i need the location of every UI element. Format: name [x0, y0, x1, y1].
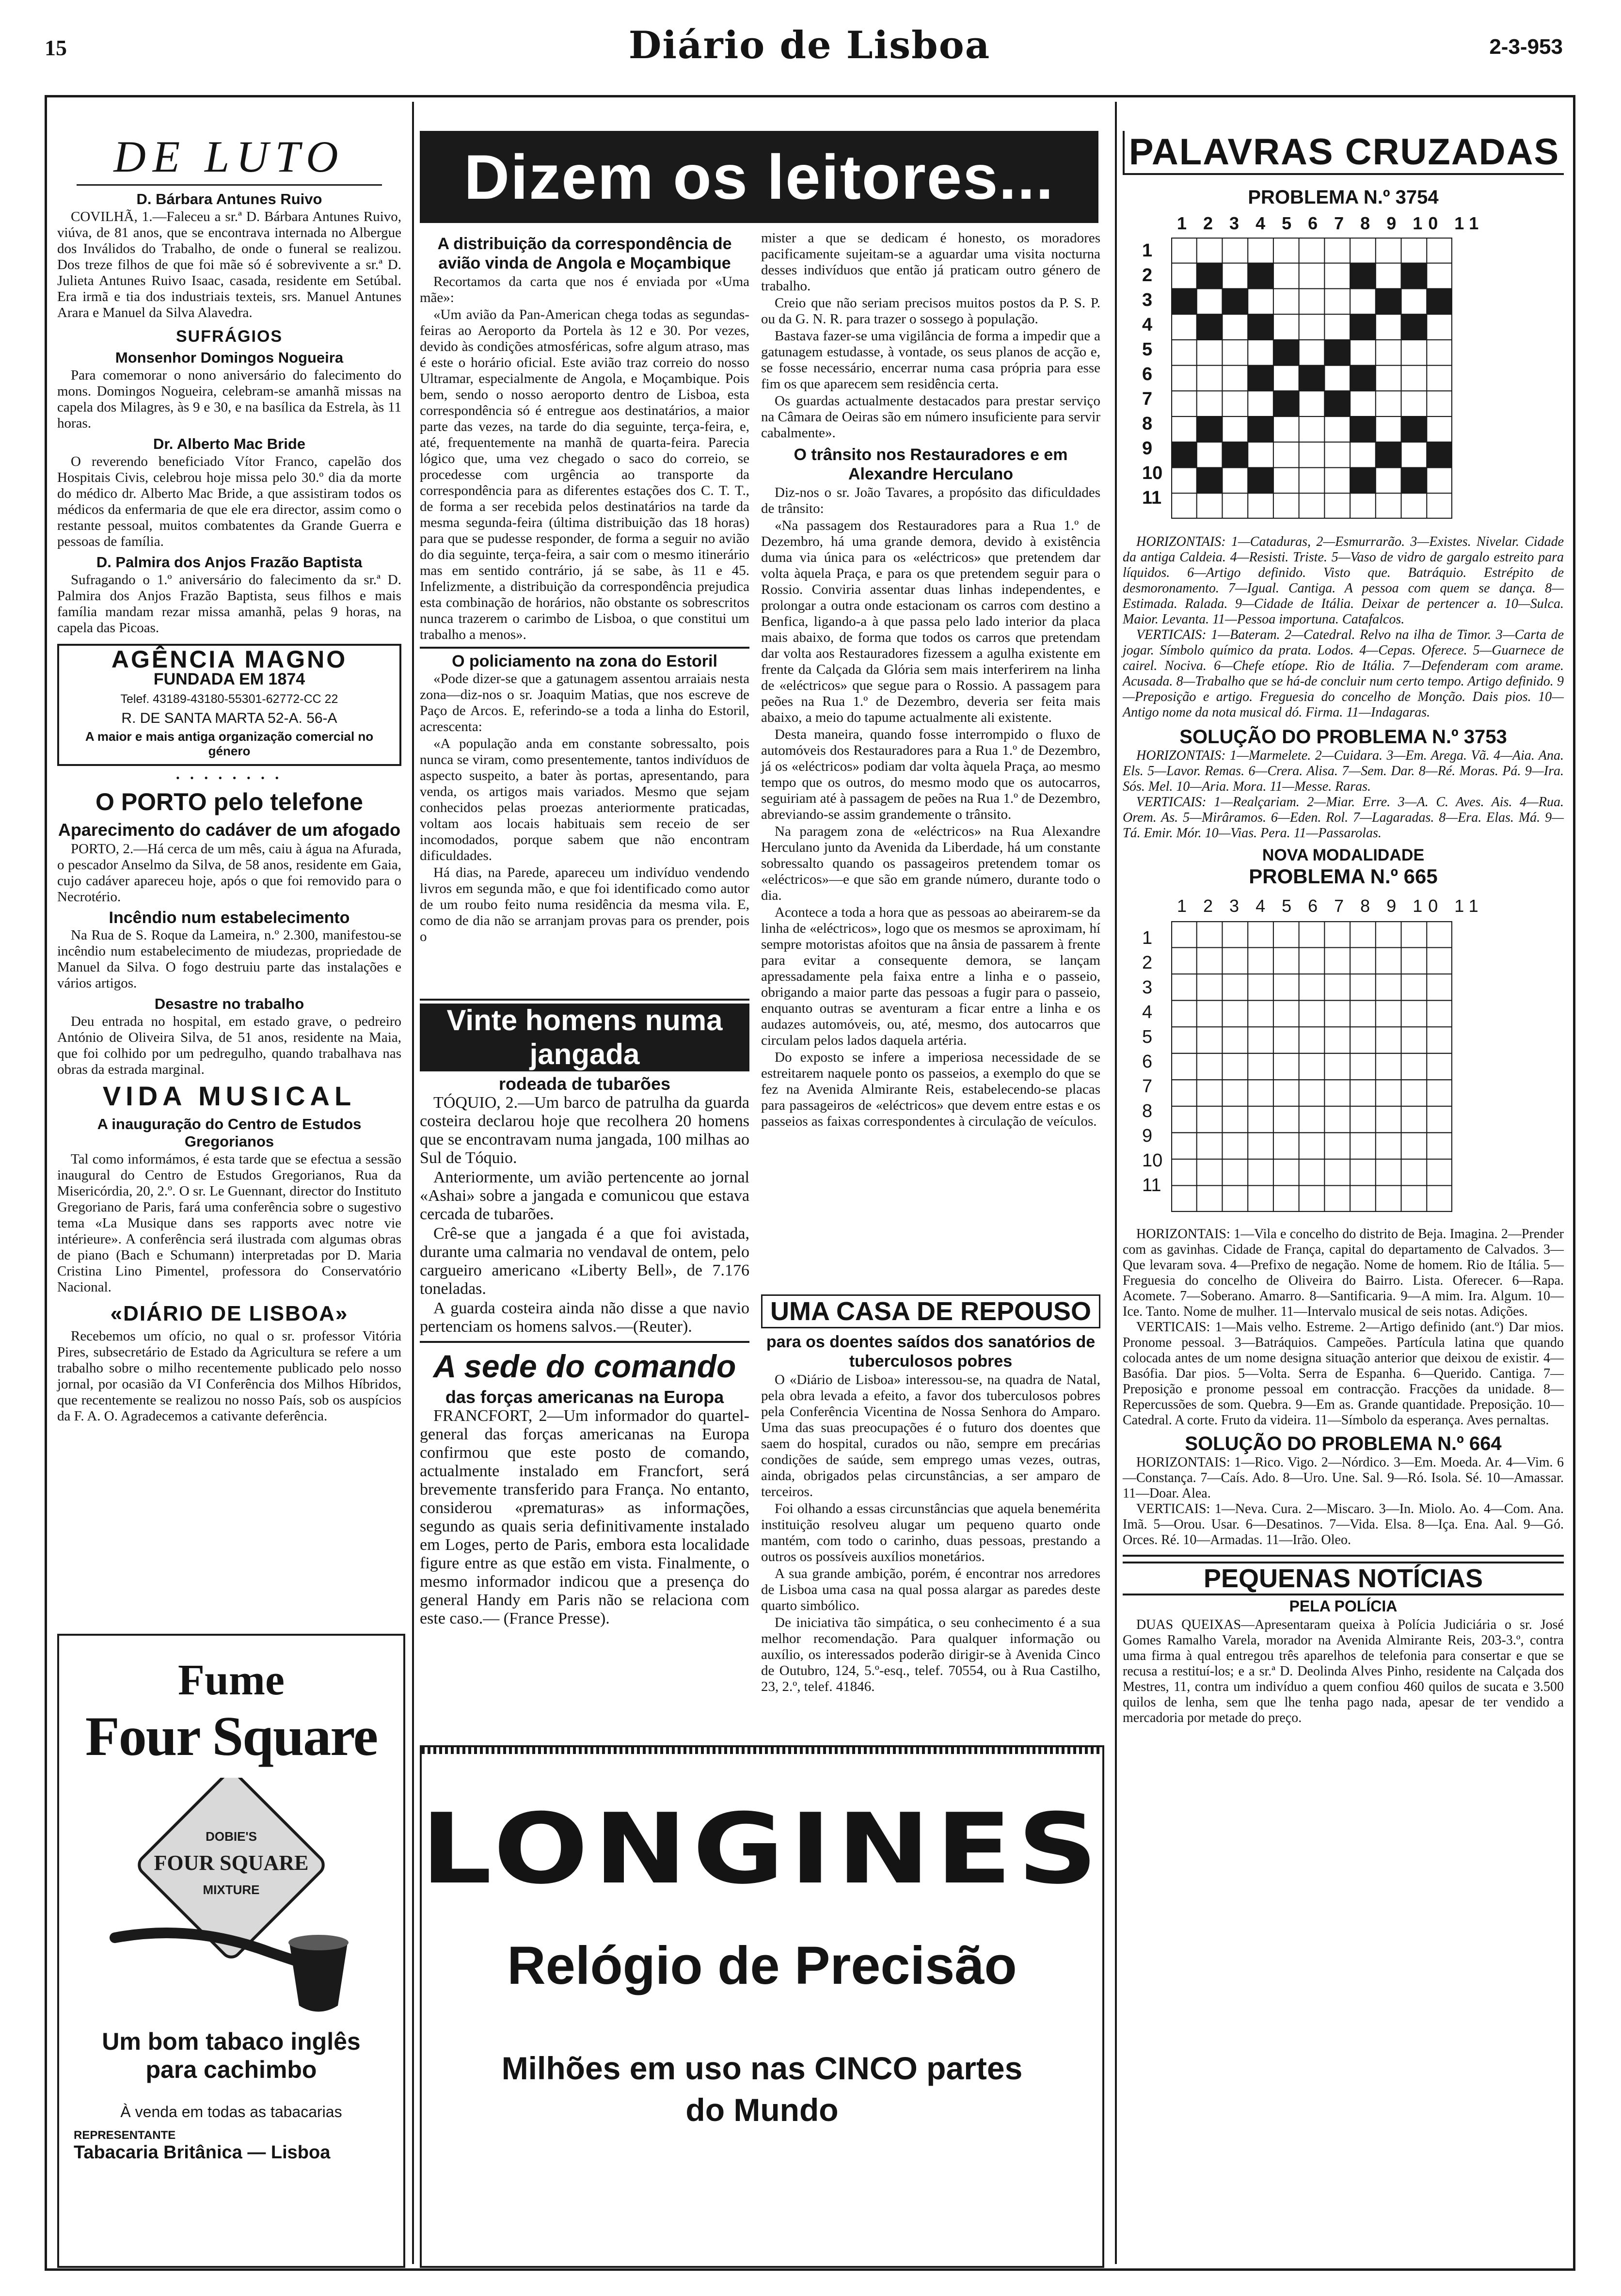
- ad-four-square: Four Square: [85, 1706, 378, 1768]
- longines-line-3: do Mundo: [685, 2092, 839, 2128]
- casa-p4: De iniciativa tão simpática, o seu conhecimento é a sua melhor recomendação. Para qualquer informação ou auxílio, os interessados poderão dirigir-se à Avenida Cinco de Outubro, 124, 5.º-esq., telef. 70554, ou à Rua Castilho, 23, 2.º, telef. 41846.: [761, 1615, 1100, 1694]
- ad-representative-label: REPRESENTANTE: [74, 2129, 176, 2142]
- pequenas-noticias-heading: PEQUENAS NOTÍCIAS: [1123, 1562, 1564, 1595]
- agencia-founded: FUNDADA EM 1874: [153, 670, 305, 688]
- sufragio-text-2: O reverendo beneficiado Vítor Franco, capelão dos Hospitais Civis, celebrou hoje missa pelo 30.º dia da morte do médico dr. Alberto Mac Bride, a que assistiram todos os médicos da enfermaria de que ele era director, assim como o restante pessoal, muitos combatentes da Grande Guerra e pessoas de família.: [57, 454, 401, 549]
- duas-queixas-text: DUAS QUEIXAS—Apresentaram queixa à Polícia Judiciária o sr. José Gomes Ramalho Varela, morador na Avenida Almirante Reis, 203-3.º, contra uma firma à qual entregou três aparelhos de telefonia para consertar e que se recusa a restituí-los; e a sr.ª D. Deolinda Alves Pinho, residente na Calçada dos Mestres, 11, contra um indivíduo a quem confiou 460 quilos de sucata e 3.500 quilos de lenha, sem que lhe tenha pago nada, apesar de ter vendido a mercadoria por metade do preço.: [1123, 1617, 1564, 1725]
- pequenas-noticias-text: [1123, 1617, 1564, 1726]
- grid-row-numbers: 1 2 3 4 5 6 7 8 9 10 11: [1142, 928, 1163, 1196]
- page-number: 15: [45, 35, 67, 60]
- longines-ad: [420, 1745, 1104, 2268]
- svg-text:MIXTURE: MIXTURE: [203, 1882, 260, 1897]
- longines-brand: LONGINES: [421, 1793, 1103, 1906]
- solution-vertical: VERTICAIS: 1—Neva. Cura. 2—Miscaro. 3—In. Miolo. Ao. 4—Com. Ana. Imã. 5—Orou. Usar. 6—Desatinos. 7—Vida. Elsa. 8—Iça. Ena. Aal. 9—Gó. Orces. Ré. 10—Armadas. 11—Irão. Oleo.: [1123, 1501, 1564, 1547]
- vinte-homens-title: Vinte homens numa jangada: [420, 1004, 749, 1071]
- clues-vertical: VERTICAIS: 1—Mais velho. Estreme. 2—Artigo definido (ant.º) Dar mios. Pronome pessoal. 3—Batráquios. Campeões. Partícula latina que quando colocada antes de um nome designa situação anterior que deixou de existir. 4—Basófia. Dar pios. 5—Volta. Serra de Espanha. 6—Querido. Cantiga. 7—Preposição e pronome pessoal em contracção. Fracções da unidade. 8—Repercussões de som. Quebra. 9—Em as. Grande quantidade. Preposição. 10—Catedral. A corte. Fruto da videira. 11—Símbolo da esperança. Aves pernaltas.: [1123, 1320, 1564, 1428]
- col2-p5: Diz-nos o sr. João Tavares, a propósito das dificuldades de trânsito:: [761, 485, 1100, 516]
- art2-title: O policiamento na zona do Estoril: [452, 652, 717, 670]
- agencia-name: AGÊNCIA MAGNO: [111, 646, 348, 673]
- solution-3753-title: SOLUÇÃO DO PROBLEMA N.º 3753: [1179, 726, 1507, 748]
- col2-p7: Desta maneira, quando fosse interrompido o fluxo de automóveis dos Restauradores para a Rua 1.º de Dezembro, já os «eléctricos» podiam dar volta àquela Praça, ao mesmo tempo que os outros, do mesmo modo que os autocarros, seguiriam até à passagem de peões na Rua 1.º de Dezembro, abreviando-se assim grandemente o trânsito.: [761, 727, 1100, 822]
- middle-column-a: [420, 230, 749, 946]
- ad-tagline-2: para cachimbo: [145, 2056, 317, 2083]
- pela-policia-label: PELA POLÍCIA: [1289, 1597, 1398, 1615]
- casa-p2: Foi olhando a essas circunstâncias que aquela benemérita instituição resolveu alugar um pequeno quarto onde mantém, com todo o carinho, duas pessoas, prestando a outros os possíveis auxílios monetários.: [761, 1501, 1100, 1564]
- problem-3754-grid-area: [1123, 234, 1564, 534]
- col2-p10: Do exposto se infere a imperiosa necessidade de se estreitarem naquele ponto os passeios, a exemplo do que se fez na Avenida Almirante Reis, estabelecendo-se placas para passageiros de «eléctricos» que devem entre estas e os passeios as faixas correspondentes à circulação de veículos.: [761, 1050, 1100, 1129]
- agencia-slogan: A maior e mais antiga organização comercial no género: [85, 729, 374, 758]
- rule: [420, 1341, 749, 1343]
- casa-repouso-article: [761, 1294, 1100, 1696]
- solution-horizontal: HORIZONTAIS: 1—Rico. Vigo. 2—Nórdico. 3—Em. Moeda. Ar. 4—Vim. 6—Constança. 7—Caís. Ado. 8—Uro. Une. Sal. 9—Ró. Isola. Sé. 10—Amassar. 11—Doar. Alea.: [1123, 1455, 1564, 1501]
- agencia-address: R. DE SANTA MARTA 52-A. 56-A: [121, 710, 337, 726]
- sufragio-name-2: Dr. Alberto Mac Bride: [153, 435, 306, 452]
- art2-p1: «Pode dizer-se que a gatunagem assentou arraiais nesta zona—diz-nos o sr. Joaquim Matias, que nos escreve de Paço de Arcos. E, referindo-se a toda a linha do Estoril, acrescenta:: [420, 671, 749, 734]
- diario-heading: «DIÁRIO DE LISBOA»: [110, 1302, 349, 1325]
- sufragio-name-1: Monsenhor Domingos Nogueira: [115, 349, 344, 366]
- ad-sold-at: À venda em todas as tabacarias: [120, 2103, 342, 2121]
- rule: [1123, 1555, 1564, 1557]
- four-square-ad: [57, 1634, 405, 2268]
- sede-p1: FRANCFORT, 2—Um informador do quartel-general das forças americanas na Europa confirmou que este posto de comando, actualmente instalado em Francfort, será brevemente transferido para França. No entanto, considerou «prematuras» as informações, segundo as quais seria definitivamente instalado em Loges, perto de Paris, embora esta localidade figure entre as que estão em vista. Finalmente, o mesmo informador indicou que a presença do general Handy em Paris não se relaciona com este caso.— (France Presse).: [420, 1407, 749, 1627]
- dizem-os-leitores-banner: Dizem os leitores...: [420, 131, 1098, 223]
- column-rule-right: [1115, 102, 1117, 2264]
- porto-text-3: Deu entrada no hospital, em estado grave, o pedreiro António de Oliveira Silva, de 51 anos, residente na Maia, que foi colhido por um pedregulho, quando trabalhava nas obras da estrada marginal.: [57, 1014, 401, 1077]
- middle-column-a-lower: [420, 999, 749, 1629]
- vida-musical-sub: A inauguração do Centro de Estudos Gregorianos: [97, 1116, 362, 1150]
- clues-vertical: VERTICAIS: 1—Bateram. 2—Catedral. Relvo na ilha de Timor. 3—Carta de jogar. Símbolo químico da prata. Lodos. 4—Cepas. Oferece. 5—Guarnece de cairel. Nociva. 6—Chefe etíope. Rio de Itália. 7—Defenderam com arame. Acusada. 8—Trabalho que se há-de concluir num certo tempo. Artigo definido. 9—Preposição e artigo. Freguesia do concelho de Monção. Dais pios. 10—Antigo nome da nota musical dó. Firma. 11—Indagaras.: [1123, 627, 1564, 720]
- art1-p1: Recortamos da carta que nos é enviada por «Uma mãe»:: [420, 274, 749, 305]
- solution-3753-text: [1123, 748, 1564, 841]
- palavras-cruzadas-heading: PALAVRAS CRUZADAS: [1123, 131, 1564, 175]
- svg-text:FOUR SQUARE: FOUR SQUARE: [154, 1851, 309, 1875]
- middle-column-b: [761, 230, 1100, 1131]
- issue-date: 2-3-953: [1489, 35, 1563, 59]
- art2-p2: «A população anda em constante sobressalto, pois nunca se viram, como presentemente, tantos indivíduos de aspecto suspeito, a bater às portas, apresentando, para venda, os artigos mais variados. Mesmo que sejam conhecidos pelas proezas anteriormente praticadas, voltam aos locais habituais sem receio de ser incomodados, porque sabem que não encontram dificuldades.: [420, 736, 749, 863]
- crossword-grid-665: [1171, 921, 1452, 1212]
- rule: [420, 999, 749, 1001]
- rule: [420, 647, 749, 649]
- vinte-homens-sub: rodeada de tubarões: [498, 1074, 671, 1094]
- problem-665-clues: [1123, 1227, 1564, 1428]
- vinte-p3: Crê-se que a jangada é a que foi avistada, durante uma calmaria no vendaval de ontem, pelo cargueiro americano «Liberty Bell», de 7.176 toneladas.: [420, 1225, 749, 1298]
- col2-p9: Acontece a toda a hora que as pessoas ao abeirarem-se da linha de «eléctricos», logo que os mesmos se aproximam, hí sempre motoristas afoitos que na ânsia de passarem à frente para evitar a consequente demora, se lançam apressadamente pela faixa entre a linha e o passeio, obrigando a maior parte das pessoas a fugir para o passeio, enquanto outras se aventuram a ficar entre a linha e os audazes automóveis, ou, até, mesmo, dos autocarros que circulam pelos lados daquela artéria.: [761, 905, 1100, 1048]
- problem-665-column-numbers: 1 2 3 4 5 6 7 8 9 10 11: [1177, 896, 1484, 916]
- ad-border-pattern: [422, 1747, 1102, 1754]
- problem-3754-clues: [1123, 534, 1564, 720]
- casa-p1: O «Diário de Lisboa» interessou-se, na quadra de Natal, pela obra levada a efeito, a favor dos tuberculosos pobres pela Conferência Vicentina de Nossa Senhora do Amparo. Uma das suas preocupações é o futuro dos doentes que saem do hospital, curados ou não, sempre em precárias condições de saúde, sem emprego umas vezes, outras, ainda, obrigados pelas circunstâncias, a ser amparo de terceiros.: [761, 1372, 1100, 1499]
- longines-tagline: Relógio de Precisão: [507, 1936, 1017, 1995]
- vinte-p1: TÓQUIO, 2.—Um barco de patrulha da guarda costeira declarou hoje que recolhera 20 homens que se encontravam numa jangada, 100 milhas ao Sul de Tóquio.: [420, 1094, 749, 1167]
- agencia-phones: Telef. 43189-43180-55301-62772-CC 22: [120, 692, 338, 706]
- vida-musical-text: Tal como informámos, é esta tarde que se efectua a sessão inaugural do Centro de Estudos Gregorianos, Rua da Misericórdia, 20, 2.º. O sr. Le Guennant, director do Instituto Gregoriano de Paris, fará uma conferência sobre o sugestivo tema «La Musique dans ses rapports avec notre vie intérieure». A conferência será ilustrada com algumas obras de piano (Bach e Schumann) interpretadas por D. Maria Cristina Lino Pimentel, professora do Conservatório Nacional.: [57, 1151, 401, 1295]
- casa-sub: para os doentes saídos dos sanatórios de tuberculosos pobres: [766, 1333, 1096, 1371]
- ad-tagline-1: Um bom tabaco inglês: [102, 2028, 361, 2055]
- column-rule-left: [412, 102, 414, 2264]
- sede-title: A sede do comando: [433, 1348, 736, 1384]
- vida-musical-heading: VIDA MUSICAL: [102, 1081, 356, 1111]
- porto-sub-1: Aparecimento do cadáver de um afogado: [58, 820, 401, 840]
- casa-title: UMA CASA DE REPOUSO: [761, 1294, 1100, 1328]
- pipe-and-tin-illustration: [95, 1778, 367, 2020]
- vinte-p4: A guarda costeira ainda não disse a que navio pertenciam os homens salvos.—(Reuter).: [420, 1299, 749, 1336]
- sufragio-text-1: Para comemorar o nono aniversário do falecimento do mons. Domingos Nogueira, celebram-se amanhã missas na capela dos Milagres, às 9 e 30, e na basílica da Estrela, às 11 horas.: [57, 367, 401, 431]
- porto-text-1: PORTO, 2.—Há cerca de um mês, caiu à água na Afurada, o pescador Anselmo da Silva, de 58 anos, residente em Gaia, cujo cadáver apareceu hoje, após o que foi removido para o Necrotério.: [57, 841, 401, 905]
- col2-p2: Creio que não seriam precisos muitos postos da P. S. P. ou da G. N. R. para trazer o sossego à população.: [761, 295, 1100, 327]
- svg-text:DOBIE'S: DOBIE'S: [206, 1829, 257, 1844]
- solution-horizontal: HORIZONTAIS: 1—Marmelete. 2—Cuidara. 3—Em. Arega. Vã. 4—Aia. Ana. Els. 5—Lavor. Remas. 6—Crera. Alisa. 7—Sem. Dar. 8—Ré. Moras. Pá. 9—Ira. Sós. Mel. 10—Aria. Mora. 11—Messe. Raras.: [1123, 748, 1564, 794]
- porto-heading: O PORTO pelo telefone: [95, 788, 363, 815]
- casa-p3: A sua grande ambição, porém, é encontrar nos arredores de Lisboa uma casa na qual possa alargar as paredes deste quarto simbólico.: [761, 1566, 1100, 1613]
- solution-664-text: [1123, 1455, 1564, 1548]
- art1-title: A distribuição da correspondência de avião vinda de Angola e Moçambique: [437, 235, 732, 272]
- nova-modalidade-label: NOVA MODALIDADE: [1262, 846, 1425, 864]
- ad-representative: Tabacaria Britânica — Lisboa: [74, 2142, 331, 2163]
- ad-fume: Fume: [178, 1656, 285, 1704]
- art2-p3: Há dias, na Parede, apareceu um indivíduo vendendo livros em segunda mão, e que foi identificado como autor de um roubo feito numa residência da mesma vila. E, como de dia não se arranjam provas para os prender, pois o: [420, 865, 749, 944]
- sufragio-name-3: D. Palmira dos Anjos Frazão Baptista: [96, 554, 363, 571]
- left-column: [57, 131, 401, 1425]
- section-divider: • • • • • • • •: [175, 772, 283, 784]
- grid-row-numbers: 1 2 3 4 5 6 7 8 9 10 11: [1142, 240, 1163, 508]
- sede-sub: das forças americanas na Europa: [445, 1387, 724, 1407]
- art1-p2: «Um avião da Pan-American chega todas as segundas-feiras ao Aeroporto da Portela às 12 e 30. Por vezes, devido às condições atmosféricas, sofre algum atraso, mas é este o horário oficial. Este avião traz correio do nosso Ultramar, especialmente de Angola, e Moçambique. Pois bem, sendo o nosso aeroporto dentro de Lisboa, esta correspondência só é entregue aos destinatários, a maior parte das vezes, na tarde do dia seguinte, terça-feira, e, até, frequentemente na manhã de quarta-feira. Parecia lógico que, uma vez chegado o saco do correio, se procedesse com urgência ao transporte da correspondência para as diferentes estações dos C. T. T., de forma a ser recebida pelos destinatários na tarde da mesma segunda-feira (última distribuição das 18 horas) para que se pudesse responder, de forma a seguir no avião do dia seguinte, terça-feira, a sair com o mesmo itinerário mas em sentido contrário, já se sabe, às 11 e 45. Infelizmente, a distribuição da correspondência prejudica esta combinação de horários, não obstante os sobrescritos nunca trazerem o carimbo de Lisboa, o que constitui um trabalho a menos».: [420, 307, 749, 642]
- porto-text-2: Na Rua de S. Roque da Lameira, n.º 2.300, manifestou-se incêndio num estabelecimento de miudezas, propriedade de Manuel da Silva. O fogo destruiu parte das instalações e vários artigos.: [57, 927, 401, 991]
- sufragio-text-3: Sufragando o 1.º aniversário do falecimento da sr.ª D. Palmira dos Anjos Frazão Baptista, seus filhos e mais família mandam rezar missa amanhã, pelas 9 horas, na capela das Picoas.: [57, 572, 401, 636]
- clues-horizontal: HORIZONTAIS: 1—Cataduras, 2—Esmurrarão. 3—Existes. Nivelar. Cidade da antiga Caldeia. 4—Resisti. Triste. 5—Vaso de vidro de gargalo estreito para líquidos. 6—Artigo definido. Visto que. Batráquio. Estrépito de desmoronamento. 7—Igual. Cantiga. A pessoa com quem se dança. 8—Estimada. Ralada. 9—Cidade de Itália. Deixar de pertencer a. 10—Sulca. Maior. Levanta. 11—Pessoa importuna. Catafalcos.: [1123, 534, 1564, 627]
- porto-sub-3: Desastre no trabalho: [154, 995, 304, 1012]
- problem-665-title: PROBLEMA N.º 665: [1249, 865, 1438, 888]
- problem-3754-column-numbers: 1 2 3 4 5 6 7 8 9 10 11: [1177, 213, 1485, 233]
- obituary-text: COVILHÃ, 1.—Faleceu a sr.ª D. Bárbara Antunes Ruivo, viúva, de 81 anos, que se encontrava internada no Albergue dos Inválidos do Trabalho, de onde o funeral se realizou. Dos treze filhos de que foi mãe só é sobrevivente a sr.ª D. Julieta Antunes Ruivo Isaac, casada, residente em Setúbal. Era irmã e tia dos industriais texteis, srs. Manuel Antunes Arara e Manuel da Silva Alavedra.: [57, 209, 401, 320]
- solution-664-title: SOLUÇÃO DO PROBLEMA N.º 664: [1185, 1433, 1502, 1454]
- vinte-p2: Anteriormente, um avião pertencente ao jornal «Ashai» sobre a jangada e comunicou que estava cercada de tubarões.: [420, 1168, 749, 1223]
- col2-p1: mister a que se dedicam é honesto, os moradores pacificamente sujeitam-se a aguardar uma visita nocturna desses indivíduos que então já praticam outro género de trabalho.: [761, 230, 1100, 294]
- right-column: [1123, 131, 1564, 1726]
- newspaper-masthead: Diário de Lisboa: [628, 23, 991, 67]
- obituary-name: D. Bárbara Antunes Ruivo: [136, 191, 322, 207]
- transito-title: O trânsito nos Restauradores e em Alexandre Herculano: [794, 446, 1068, 483]
- heading-rule: [77, 184, 382, 186]
- crossword-grid-3754: [1171, 238, 1452, 519]
- col2-p4: Os guardas actualmente destacados para prestar serviço na Câmara de Oeiras são em número insuficiente para servir cabalmente».: [761, 393, 1100, 441]
- problem-665-grid-area: [1123, 916, 1564, 1227]
- agencia-magno-ad: [57, 644, 401, 766]
- porto-sub-2: Incêndio num estabelecimento: [109, 909, 350, 927]
- clues-horizontal: HORIZONTAIS: 1—Vila e concelho do distrito de Beja. Imagina. 2—Prender com as gavinhas. Cidade de França, capital do departamento de Calvados. 3—Que levaram sova. 4—Prefixo de negação. Nome de homem. Rio de Itália. 5—Freguesia do concelho de Oliveira do Bairro. Lista. Oferecer. 6—Rapa. Acomete. 7—Soberano. Amarro. 8—Santificaria. 9—A mim. Ira. Algum. 10—Ice. Tanto. Nome de mulher. 11—Intervalo musical de seis notas. Adições.: [1123, 1227, 1564, 1319]
- sufragios-heading: SUFRÁGIOS: [175, 327, 283, 346]
- col2-p8: Na paragem zona de «eléctricos» na Rua Alexandre Herculano junto da Avenida da Liberdade, há um constante sobressalto quando os passageiros pretendem tomar os «eléctricos»—e que são em grande número, durante todo o dia.: [761, 824, 1100, 903]
- col2-p3: Bastava fazer-se uma vigilância de forma a impedir que a gatunagem estudasse, à vontade, os seus planos de acção e, se fosse necessário, encerrar numa casa própria para esse fim os que aparecem sem residência certa.: [761, 328, 1100, 392]
- problem-3754-title: PROBLEMA N.º 3754: [1248, 187, 1439, 208]
- de-luto-heading: DE LUTO: [113, 132, 345, 181]
- diario-text: Recebemos um ofício, no qual o sr. professor Vitória Pires, subsecretário de Estado da Agricultura se refere a um trabalho sobre o milho recentemente publicado pelo nosso jornal, por ocasião da VI Conferência dos Milhos Híbridos, que recentemente se realizou no nosso País, sob os auspícios da F. A. O. Agradecemos a cativante deferência.: [57, 1328, 401, 1424]
- solution-vertical: VERTICAIS: 1—Realçariam. 2—Miar. Erre. 3—A. C. Aves. Ais. 4—Rua. Orem. As. 5—Mirâramos. 6—Eden. Rol. 7—Lagaradas. 8—Era. Elas. Má. 9—Tá. Emir. Mór. 10—Vias. Pera. 11—Passarolas.: [1123, 795, 1564, 841]
- longines-line-2: Milhões em uso nas CINCO partes: [501, 2050, 1023, 2086]
- col2-p6: «Na passagem dos Restauradores para a Rua 1.º de Dezembro, há uma grande demora, devido à existência duma via única para os «eléctricos» que pretendem dar volta àquela Praça, e para os que pretendem seguir para o Rossio. Conviria assentar duas linhas independentes, e prolongar a outra onde estacionam os carros com destino a Benfica, ligando-a à que passa pelo lado interior da placa mais abaixo, de forma que todos os carros que pretendam dar volta aos Restauradores fizessem a agulha existente em frente da Calçada da Glória sem mais interferirem na linha de «eléctricos» que segue para o Rossio. A passagem para peões na Rua 1.º de Dezembro, deveria ser feita mais abaixo, a meio do tapume actualmente ali existente.: [761, 518, 1100, 725]
